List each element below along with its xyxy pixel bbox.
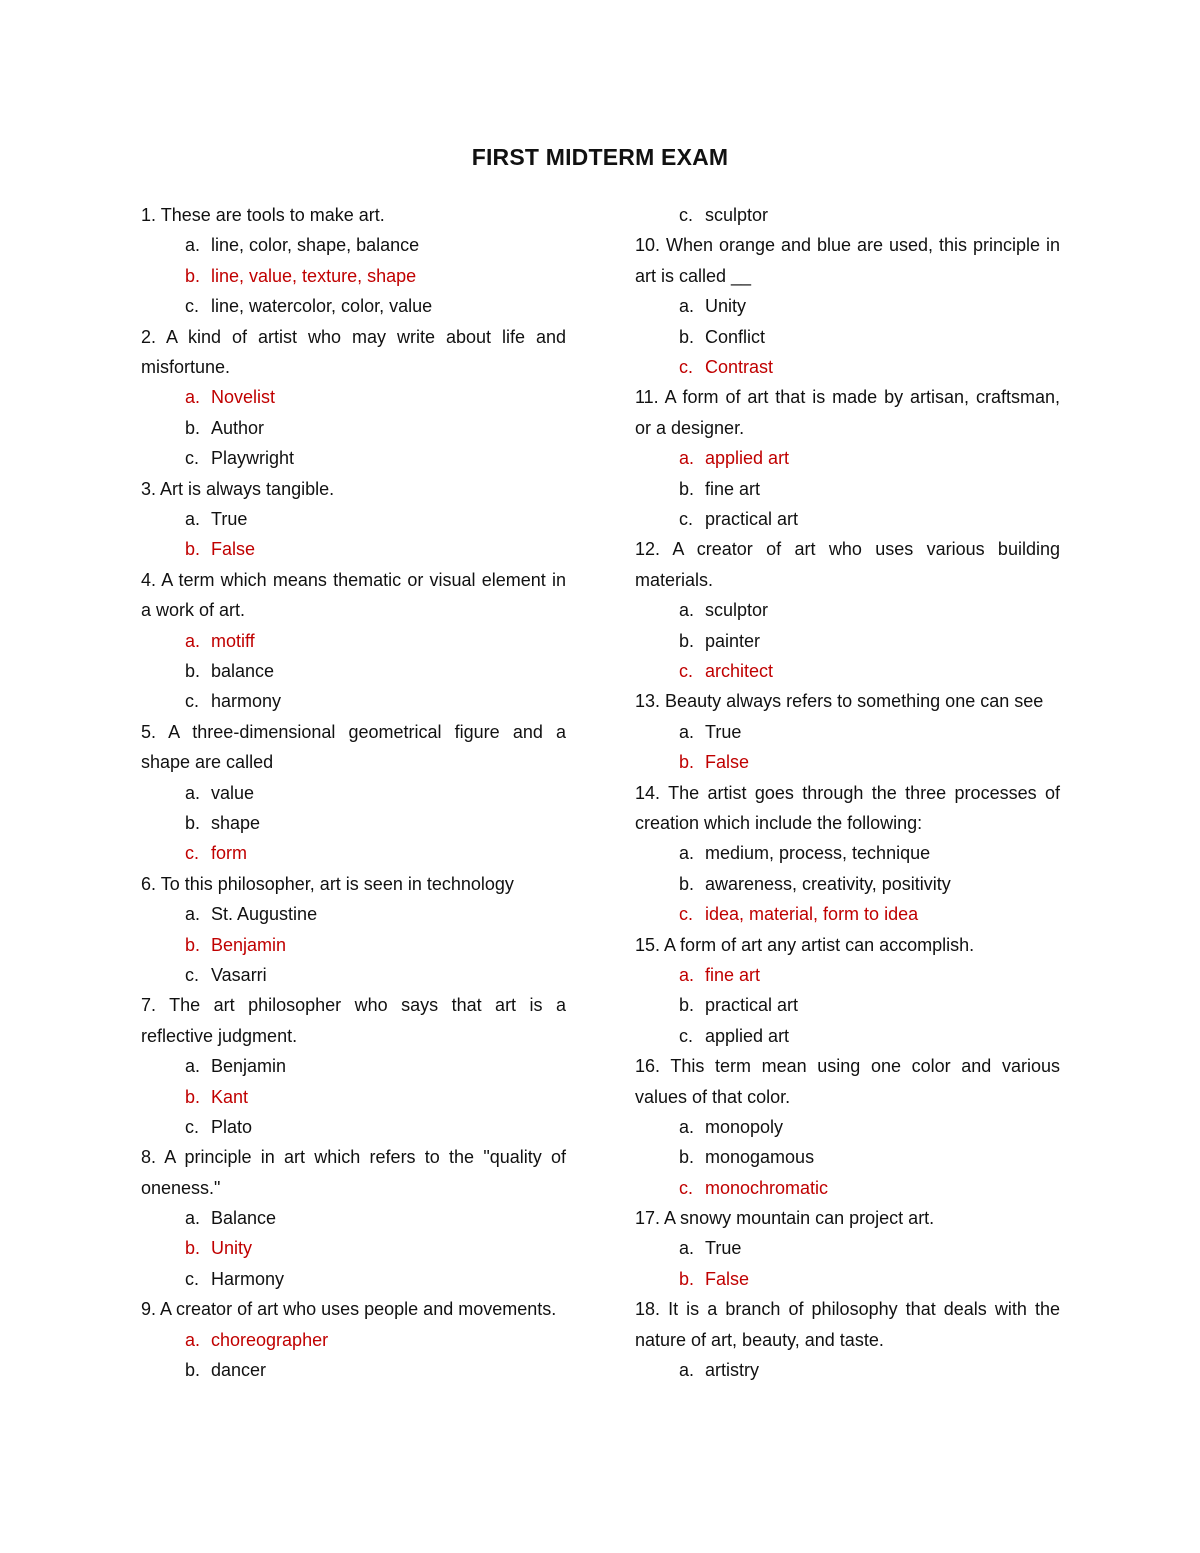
option-letter: b.	[679, 1268, 695, 1289]
answer-option-correct	[635, 1264, 1060, 1294]
option-letter: b.	[679, 1147, 695, 1168]
answer-option	[635, 1021, 1060, 1051]
option-text: St. Augustine	[211, 904, 318, 925]
question-text-block	[141, 1142, 566, 1203]
answer-option	[141, 1112, 566, 1142]
option-text: balance	[211, 660, 275, 681]
option-text: Benjamin	[211, 934, 287, 955]
question-number: 8.	[141, 1147, 157, 1168]
option-letter: a.	[679, 843, 695, 864]
question-text: To this philosopher, art is seen in technology	[160, 873, 514, 894]
question-number: 16.	[635, 1056, 661, 1077]
answer-option	[635, 1142, 1060, 1172]
option-letter: c.	[679, 205, 694, 225]
option-letter: a.	[185, 904, 201, 925]
option-text: Unity	[211, 1238, 253, 1259]
question-text: A snowy mountain can project art.	[664, 1208, 935, 1229]
answer-option	[141, 960, 566, 990]
answer-option-correct	[141, 1233, 566, 1263]
option-text: medium, process, technique	[705, 843, 931, 864]
question-text: A principle in art which refers to the "quality of oneness."	[141, 1147, 566, 1198]
question-text-block	[635, 230, 1060, 291]
option-text: choreographer	[211, 1329, 329, 1350]
question-text-block	[635, 1203, 1060, 1233]
question-text: A form of art that is made by artisan, craftsman, or a designer.	[635, 387, 1060, 438]
option-letter: a.	[679, 1360, 695, 1381]
option-text: applied art	[705, 448, 790, 469]
question-text: A creator of art who uses people and movements.	[160, 1299, 557, 1320]
question-number: 14.	[635, 782, 661, 803]
option-text: fine art	[705, 478, 761, 499]
question-number: 13.	[635, 691, 661, 712]
option-letter: c.	[679, 508, 694, 529]
question-text-block	[141, 717, 566, 778]
answer-option	[141, 1203, 566, 1233]
answer-option	[635, 291, 1060, 321]
answer-option-correct	[141, 930, 566, 960]
option-text: shape	[211, 812, 261, 833]
question-item	[141, 990, 566, 1142]
option-text: Author	[211, 417, 265, 438]
question-item	[635, 230, 1060, 382]
option-letter: b.	[679, 873, 695, 894]
question-text: A creator of art who uses various building materials.	[635, 539, 1060, 590]
question-item	[635, 930, 1060, 1052]
answer-option	[635, 838, 1060, 868]
option-letter: b.	[185, 1360, 201, 1381]
question-item	[141, 200, 566, 322]
page-title: FIRST MIDTERM EXAM	[471, 144, 729, 170]
option-text: Plato	[211, 1116, 253, 1137]
option-letter: a.	[679, 1116, 695, 1137]
option-text: idea, material, form to idea	[705, 904, 919, 925]
answer-option-correct	[141, 382, 566, 412]
question-text-block	[141, 990, 566, 1051]
answer-option	[141, 291, 566, 321]
question-number: 4.	[141, 569, 157, 590]
option-text: Vasarri	[211, 964, 267, 985]
option-letter: c.	[185, 448, 200, 469]
answer-option	[635, 595, 1060, 625]
answer-option-correct	[635, 656, 1060, 686]
option-letter: b.	[679, 478, 695, 499]
answer-option	[635, 504, 1060, 534]
question-number: 6.	[141, 873, 157, 894]
question-text-block	[141, 1294, 566, 1324]
answer-option	[141, 504, 566, 534]
option-text: motiff	[211, 630, 255, 651]
question-text-block	[635, 1051, 1060, 1112]
option-text: Conflict	[705, 326, 766, 347]
answer-option	[141, 1355, 566, 1385]
option-text: form	[211, 843, 247, 864]
question-item	[141, 869, 566, 991]
answer-option-correct	[141, 626, 566, 656]
answer-option	[141, 778, 566, 808]
question-text-block	[635, 930, 1060, 960]
question-text-block	[141, 200, 566, 230]
option-text: True	[705, 721, 742, 742]
option-letter: a.	[679, 296, 695, 317]
answer-option	[141, 1264, 566, 1294]
option-letter: c.	[679, 356, 694, 377]
question-item	[141, 474, 566, 565]
question-text-block	[141, 474, 566, 504]
option-letter: c.	[679, 660, 694, 681]
answer-option	[141, 899, 566, 929]
option-letter: b.	[185, 812, 201, 833]
option-text: Benjamin	[211, 1056, 287, 1077]
answer-option	[141, 686, 566, 716]
option-letter: c.	[185, 296, 200, 317]
option-text: True	[211, 508, 248, 529]
answer-option-correct	[635, 1173, 1060, 1203]
option-letter: a.	[679, 721, 695, 742]
question-item	[141, 322, 566, 474]
option-text: artistry	[705, 1360, 759, 1381]
option-text: Novelist	[211, 387, 276, 408]
question-item	[635, 534, 1060, 686]
question-number: 12.	[635, 539, 661, 560]
answer-option	[635, 717, 1060, 747]
option-letter: a.	[185, 235, 201, 256]
option-letter: b.	[679, 752, 695, 773]
question-text-block	[141, 322, 566, 383]
answer-option-correct	[635, 352, 1060, 382]
question-number: 5.	[141, 721, 157, 742]
question-text-block	[635, 382, 1060, 443]
option-letter: a.	[185, 1329, 201, 1350]
option-letter: c.	[679, 1177, 694, 1198]
question-text-block	[635, 534, 1060, 595]
option-letter: c.	[679, 1025, 694, 1046]
question-number: 2.	[141, 326, 157, 347]
option-letter: a.	[679, 448, 695, 469]
option-letter: b.	[185, 660, 201, 681]
question-number: 17.	[635, 1208, 661, 1229]
answer-option	[141, 808, 566, 838]
question-number: 1.	[141, 205, 157, 225]
answer-option	[635, 1233, 1060, 1263]
question-text-block	[141, 869, 566, 899]
option-letter: c.	[185, 691, 200, 712]
answer-option	[141, 230, 566, 260]
option-letter: c.	[185, 1116, 200, 1137]
answer-option	[141, 413, 566, 443]
question-text-block	[635, 686, 1060, 716]
question-number: 9.	[141, 1299, 157, 1320]
option-text: False	[705, 1268, 750, 1289]
question-number: 10.	[635, 235, 661, 256]
option-text: sculptor	[705, 600, 769, 621]
option-letter: b.	[679, 995, 695, 1016]
answer-option	[635, 626, 1060, 656]
option-letter: a.	[185, 387, 201, 408]
option-text: awareness, creativity, positivity	[705, 873, 951, 894]
answer-option-correct	[141, 1082, 566, 1112]
option-letter: c.	[679, 904, 694, 925]
question-text-block	[141, 565, 566, 626]
option-text: line, color, shape, balance	[211, 235, 420, 256]
question-text: This term mean using one color and various values of that color.	[635, 1056, 1060, 1107]
question-text: These are tools to make art.	[160, 205, 385, 225]
question-item	[635, 686, 1060, 777]
option-text: False	[705, 752, 750, 773]
option-text: Kant	[211, 1086, 249, 1107]
question-number: 15.	[635, 934, 661, 955]
option-letter: b.	[185, 934, 201, 955]
question-number: 3.	[141, 478, 157, 499]
option-letter: a.	[679, 964, 695, 985]
option-text: fine art	[705, 964, 761, 985]
question-text: A term which means thematic or visual element in a work of art.	[141, 569, 566, 621]
answer-option	[635, 200, 1060, 230]
option-text: line, value, texture, shape	[211, 265, 417, 286]
option-text: monopoly	[705, 1116, 784, 1137]
option-text: practical art	[705, 995, 799, 1016]
question-number: 11.	[635, 387, 659, 408]
answer-option-correct	[141, 1325, 566, 1355]
question-item	[141, 1294, 566, 1385]
option-letter: c.	[185, 1268, 200, 1289]
answer-option	[141, 443, 566, 473]
answer-option	[141, 656, 566, 686]
answer-option	[635, 869, 1060, 899]
question-item	[635, 1203, 1060, 1294]
question-text: The art philosopher who says that art is a reflective judgment.	[141, 995, 566, 1046]
option-text: True	[705, 1238, 742, 1259]
answer-option-correct	[635, 747, 1060, 777]
answer-option-correct	[141, 534, 566, 564]
option-letter: c.	[185, 843, 200, 864]
answer-option-correct	[635, 960, 1060, 990]
question-item	[635, 1294, 1060, 1385]
option-text: dancer	[211, 1360, 267, 1381]
option-letter: a.	[679, 600, 695, 621]
option-text: Contrast	[705, 356, 774, 377]
answer-option-correct	[635, 899, 1060, 929]
option-text: sculptor	[705, 205, 769, 225]
option-text: value	[211, 782, 255, 803]
question-text: The artist goes through the three processes of creation which include the following:	[635, 782, 1060, 833]
question-text: When orange and blue are used, this principle in art is called __	[635, 235, 1060, 286]
question-text: Beauty always refers to something one can see	[665, 691, 1044, 712]
question-text: A three-dimensional geometrical figure and a shape are called	[141, 721, 566, 773]
option-text: Harmony	[211, 1268, 285, 1289]
question-number: 18.	[635, 1299, 661, 1320]
left-column	[141, 200, 566, 1385]
option-text: monogamous	[705, 1147, 815, 1168]
option-text: architect	[705, 660, 774, 681]
question-number: 7.	[141, 995, 157, 1016]
option-letter: a.	[185, 1208, 201, 1229]
option-text: applied art	[705, 1025, 790, 1046]
option-letter: a.	[185, 1056, 201, 1077]
question-text-block	[635, 1294, 1060, 1355]
option-text: False	[211, 539, 256, 560]
option-text: practical art	[705, 508, 799, 529]
option-letter: b.	[185, 265, 201, 286]
option-text: painter	[705, 630, 761, 651]
option-letter: a.	[185, 630, 201, 651]
option-letter: b.	[679, 630, 695, 651]
option-letter: b.	[185, 1238, 201, 1259]
answer-option-correct	[141, 838, 566, 868]
right-column	[635, 200, 1060, 1385]
question-item	[635, 382, 1060, 534]
option-letter: b.	[679, 326, 695, 347]
question-text: Art is always tangible.	[160, 478, 335, 499]
option-letter: a.	[679, 1238, 695, 1259]
answer-option-correct	[635, 443, 1060, 473]
option-text: Balance	[211, 1208, 277, 1229]
option-text: harmony	[211, 691, 282, 712]
question-text-block	[635, 778, 1060, 839]
question-text: A kind of artist who may write about life and misfortune.	[141, 326, 566, 377]
answer-option	[635, 1355, 1060, 1385]
question-text: It is a branch of philosophy that deals with the nature of art, beauty, and taste.	[635, 1299, 1060, 1350]
option-letter: b.	[185, 539, 201, 560]
option-text: line, watercolor, color, value	[211, 296, 433, 317]
answer-option	[635, 474, 1060, 504]
option-text: Unity	[705, 296, 747, 317]
answer-option	[635, 322, 1060, 352]
question-item	[141, 1142, 566, 1294]
answer-option	[141, 1051, 566, 1081]
option-letter: b.	[185, 1086, 201, 1107]
option-letter: a.	[185, 508, 201, 529]
option-letter: c.	[185, 964, 200, 985]
answer-option	[635, 1112, 1060, 1142]
question-text: A form of art any artist can accomplish.	[664, 934, 975, 955]
question-item	[141, 565, 566, 717]
option-text: Playwright	[211, 448, 295, 469]
answer-option-correct	[141, 261, 566, 291]
option-letter: b.	[185, 417, 201, 438]
answer-option	[635, 990, 1060, 1020]
question-item	[635, 1051, 1060, 1203]
option-letter: a.	[185, 782, 201, 803]
question-item	[635, 778, 1060, 930]
option-text: monochromatic	[705, 1177, 829, 1198]
question-item	[141, 717, 566, 869]
